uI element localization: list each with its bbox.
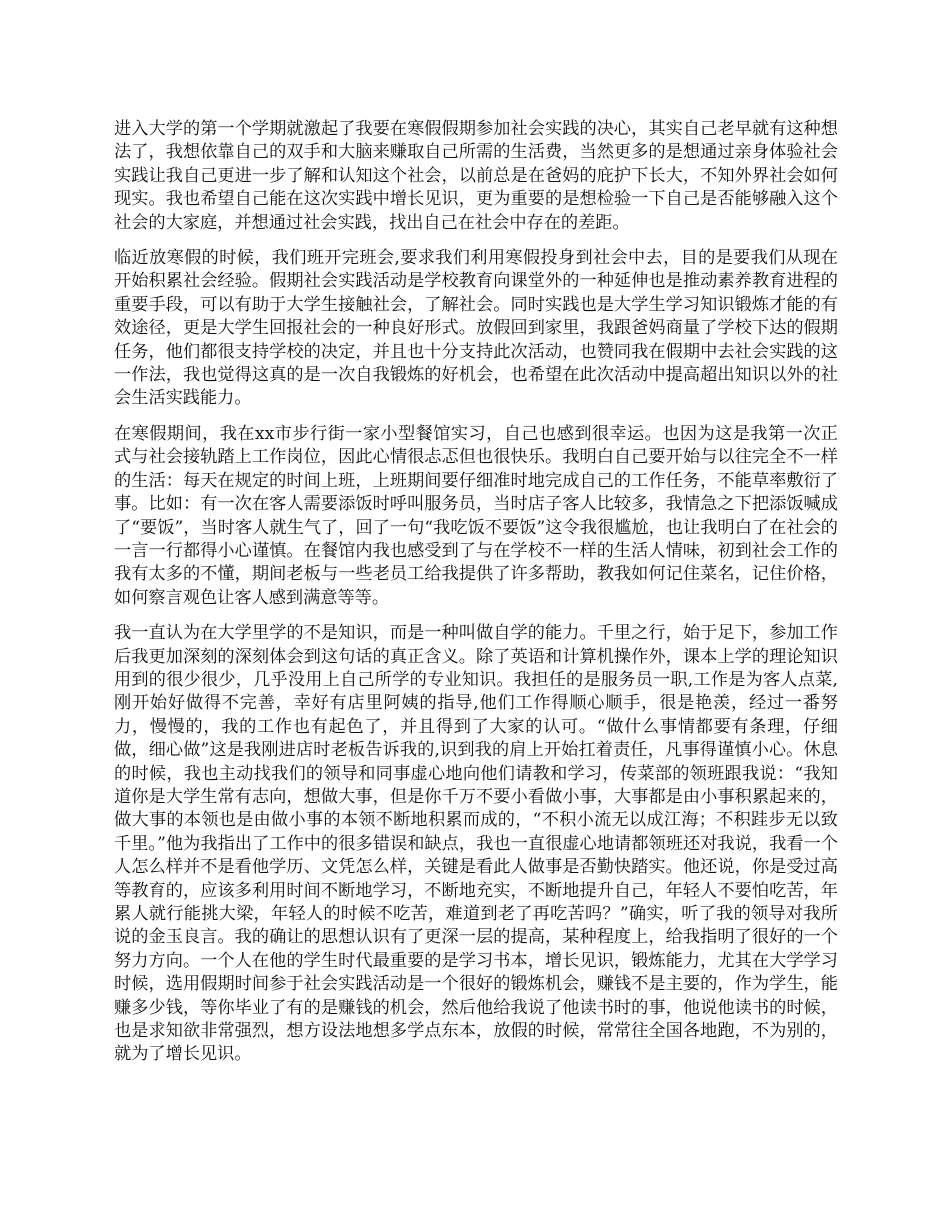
paragraph-3: 在寒假期间，我在xx市步行街一家小型餐馆实习，自己也感到很幸运。也因为这是我第一次正式与社会接轨踏上工作岗位，因此心情很忐忑但也很快乐。我明白自己要开始与以往完全不一样的生活：每天在规定的时间上班，上班期间要仔细准时地完成自己的工作任务，不能草率敷衍了事。比如：有一次在客人需要添饭时呼叫服务员，当时店子客人比较多，我情急之下把添饭喊成了“要饭”，当时客人就生气了，回了一句“我吃饭不要饭”这令我很尴尬，也让我明白了在社会的一言一行都得小心谨慎。在餐馆内我也感受到了与在学校不一样的生活人情味，初到社会工作的我有太多的不懂，期间老板与一些老员工给我提供了许多帮助，教我如何记住菜名，记住价格，如何察言观色让客人感到满意等等。 xyxy=(114,423,838,608)
paragraph-1: 进入大学的第一个学期就激起了我要在寒假假期参加社会实践的决心，其实自己老早就有这种想法了，我想依靠自己的双手和大脑来赚取自己所需的生活费，当然更多的是想通过亲身体验社会实践让我自己更进一步了解和认知这个社会，以前总是在爸妈的庇护下长大，不知外界社会如何现实。我也希望自己能在这次实践中增长见识，更为重要的是想检验一下自己是否能够融入这个社会的大家庭，并想通过社会实践，找出自己在社会中存在的差距。 xyxy=(114,119,838,233)
document-body xyxy=(114,118,838,1079)
paragraph-2: 临近放寒假的时候，我们班开完班会,要求我们利用寒假投身到社会中去，目的是要我们从现在开始积累社会经验。假期社会实践活动是学校教育向课堂外的一种延伸也是推动素养教育进程的重要手段，可以有助于大学生接触社会，了解社会。同时实践也是大学生学习知识锻炼才能的有效途径，更是大学生回报社会的一种良好形式。放假回到家里，我跟爸妈商量了学校下达的假期任务，他们都很支持学校的决定，并且也十分支持此次活动，也赞同我在假期中去社会实践的这一作法，我也觉得这真的是一次自我锻炼的好机会，也希望在此次活动中提高超出知识以外的社会生活实践能力。 xyxy=(114,248,838,409)
paragraph-4: 我一直认为在大学里学的不是知识，而是一种叫做自学的能力。千里之行，始于足下，参加工作后我更加深刻的深刻体会到这句话的真正含义。除了英语和计算机操作外，课本上学的理论知识用到的很少很少，几乎没用上自己所学的专业知识。我担任的是服务员一职,工作是为客人点菜,刚开始好做得不完善，幸好有店里阿姨的指导,他们工作得顺心顺手，很是艳羡，经过一番努力，慢慢的，我的工作也有起色了，并且得到了大家的认可。“做什么事情都要有条理，仔细做，细心做”这是我刚进店时老板告诉我的,识到我的肩上开始扛着责任，凡事得谨慎小心。休息的时候，我也主动找我们的领导和同事虚心地向他们请教和学习，传菜部的领班跟我说：“我知道你是大学生常有志向，想做大事，但是你千万不要小看做小事，大事都是由小事积累起来的，做大事的本领也是由做小事的本领不断地积累而成的，“不积小流无以成江海；不积跬步无以致千里。”他为我指出了工作中的很多错误和缺点，我也一直很虚心地请都领班还对我说，我看一个人怎么样并不是看他学历、文凭怎么样，关键是看此人做事是否勤快踏实。他还说，你是受过高等教育的，应该多利用时间不断地学习，不断地充实，不断地提升自己，年轻人不要怕吃苦，年累人就行能挑大梁，年轻人的时候不吃苦，难道到老了再吃苦吗？”确实，听了我的领导对我所说的金玉良言。我的确让的思想认识有了更深一层的提高，某种程度上，给我指明了很好的一个努力方向。一个人在他的学生时代最重要的是学习书本，增长见识，锻炼能力，尤其在大学学习时候，选用假期时间参于社会实践活动是一个很好的锻炼机会，赚钱不是主要的，作为学生，能赚多少钱，等你毕业了有的是赚钱的机会，然后他给我说了他读书时的事，他说他读书的时候，也是求知欲非常强烈，想方设法地想多学点东本，放假的时候，常常往全国各地跑，不为别的，就为了增长见识。 xyxy=(114,623,838,1065)
